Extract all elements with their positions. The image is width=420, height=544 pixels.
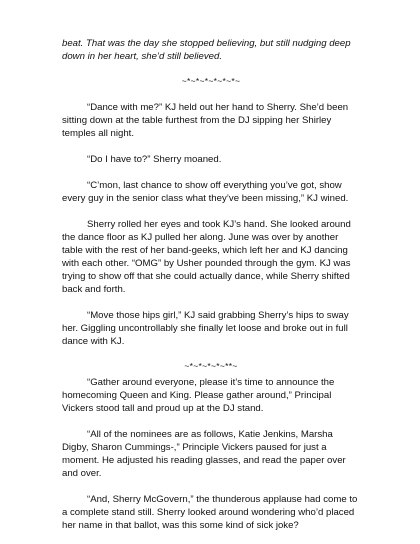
opening-paragraph: beat. That was the day she stopped believing, but still nudging deep down in her heart, she’d still believed. [62,38,351,62]
paragraph: “Dance with me?” KJ held out her hand to Sherry. She’d been sitting down at the table furthest from the DJ sipping her Shirley temples all night. [62,102,349,139]
paragraph: “Do I have to?” Sherry moaned. [87,154,222,165]
paragraph: “C’mon, last chance to show off everything you’ve got, show every guy in the senior class what they’ve been missing,” KJ wined. [62,180,349,204]
paragraph: “All of the nominees are as follows, Katie Jenkins, Marsha Digby, Sharon Cummings-,” Principle Vickers paused for just a moment. He adjusted his reading glasses, and read the paper over and over. [62,429,346,479]
paragraph: “And, Sherry McGovern,” the thunderous applause had come to a complete stand still. Sherry looked around wondering who’d placed her name in that ballot, was this some kind of sick joke? [62,494,358,531]
paragraph: “Move those hips girl,” KJ said grabbing Sherry’s hips to sway her. Giggling uncontrollably she finally let loose and broke out in full dance with KJ. [62,310,349,347]
scene-divider: ~*~*~*~*~**~ [184,361,238,371]
paragraph: Sherry rolled her eyes and took KJ’s hand. She looked around the dance floor as KJ pulled her along. June was over by another table with the rest of her band-geeks, which left her and KJ dancing with each other. “OMG” by Usher pounded through the gym. KJ was trying to show off that she could actually dance, while Sherry shifted back and forth. [62,219,351,295]
paragraph: “Gather around everyone, please it’s time to announce the homecoming Queen and King. Please gather around,” Principal Vickers stood tall and proud up at the DJ stand. [62,377,335,414]
scene-divider: ~*~*~*~*~*~*~ [181,76,241,86]
